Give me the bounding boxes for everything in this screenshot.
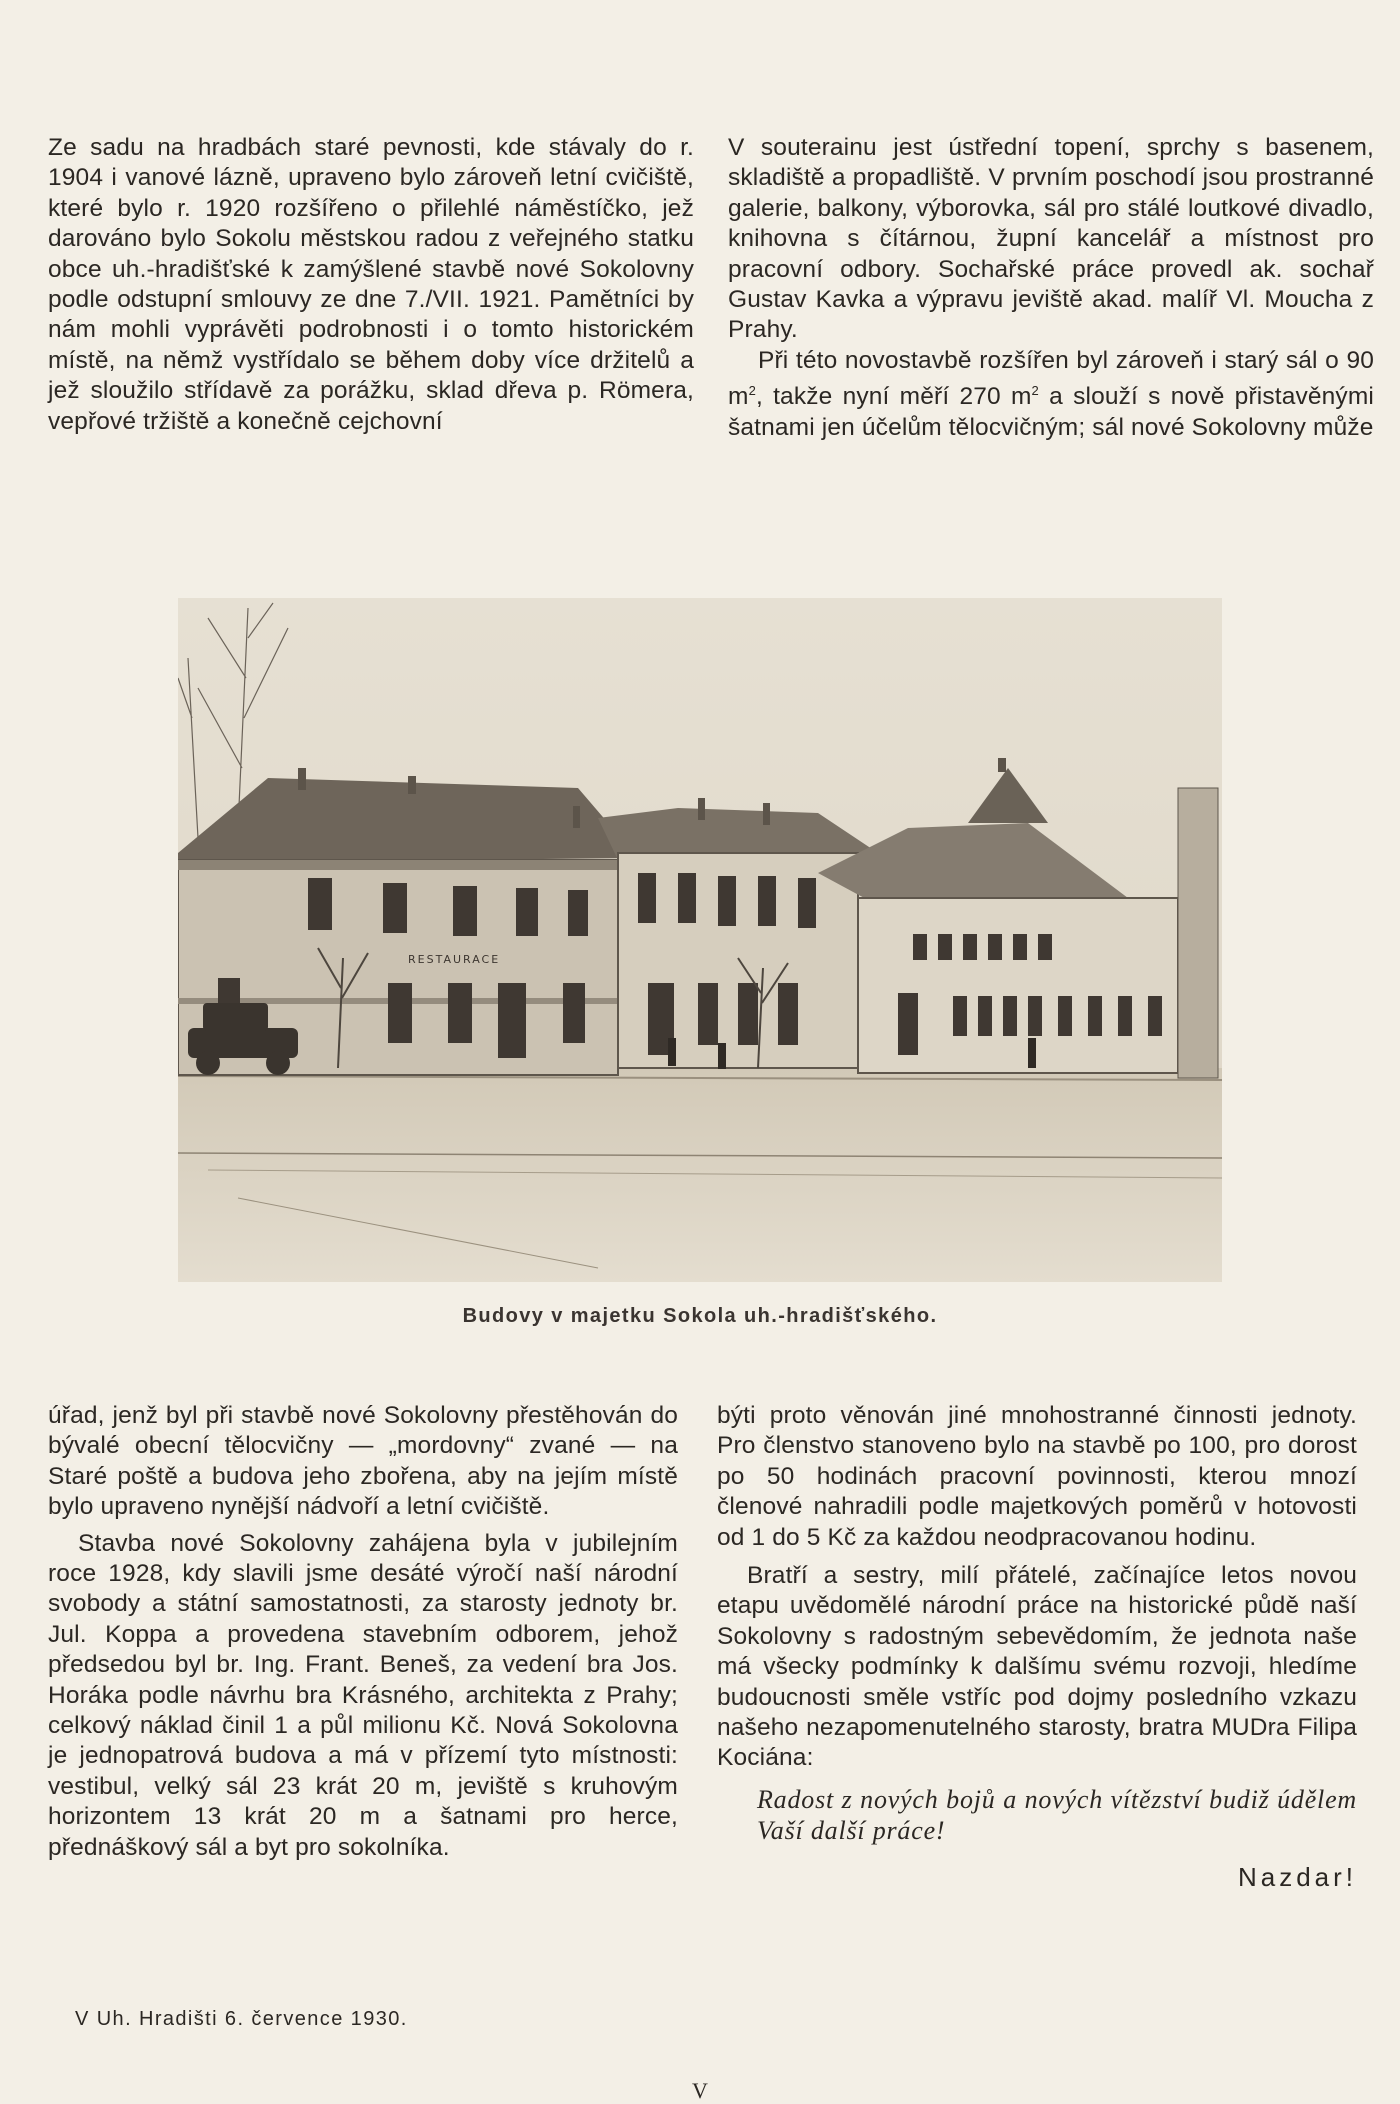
column-top-left: [48, 133, 694, 437]
sokol-buildings-photo: [178, 598, 1222, 1282]
building-middle: [573, 798, 878, 1068]
column-top-right: [728, 133, 1374, 443]
paragraph: [728, 346, 1374, 443]
paragraph: úřad, jenž byl při stavbě nové Sokolovny přestěhován do bývalé obecní tělocvičny — „mordovny“ zvané — na Staré poště a budova jeho zbořena, aby na jejím místě bylo upraveno nynější nádvoří a letní cvičiště.: [48, 1402, 678, 1521]
paragraph: Stavba nové Sokolovny zahájena byla v jubilejním roce 1928, kdy slavili jsme desáté výročí naší národní svobody a státní samostatnosti, za starosty jednoty br. Jul. Koppa a provedena stavebním odborem, jehož předsedou byl br. Ing. Frant. Beneš, za vedení bra Jos. Horáka podle návrhu bra Krásného, architekta z Prahy; celkový náklad činil 1 a půl milionu Kč. Nová Sokolovna je jednopatrová budova a má v přízemí tyto místnosti: vestibul, velký sál 23 krát 20 m, jeviště s kruhovým horizontem 13 krát 20 m a šatnami pro herce, přednáškový sál a byt pro sokolníka.: [48, 1529, 678, 1861]
text-run: , takže nyní měří 270 m: [755, 383, 1032, 411]
motto-quote: Radost z nových bojů a nových vítězství budiž údělem Vaší další práce!: [757, 1784, 1357, 1845]
page-number: V: [692, 2078, 708, 2103]
text-run: a slouží s nově přistavěnými šatnami jen účelům tělocvičným; sál nové Sokolovny může: [728, 383, 1374, 441]
paragraph: Bratří a sestry, milí přátelé, začínajíce letos novou etapu uvědomělé národní práce na historické půdě naší Sokolovny s radostným sebevědomím, že jednota naše má všecky podmínky k dalšímu svému rozvoji, hledíme budoucnosti směle vstříc pod dojmy posledního vzkazu našeho nezapomenutelného starosty, bratra MUDra Filipa Kociána:: [717, 1562, 1357, 1772]
superscript: 2: [748, 383, 756, 399]
buildings-illustration: [178, 598, 1222, 1282]
dateline: V Uh. Hradišti 6. července 1930.: [75, 2008, 408, 2030]
paragraph: býti proto věnován jiné mnohostranné činnosti jednoty. Pro členstvo stanoveno bylo na stavbě po 100, pro dorost po 50 hodinách pracovní povinnosti, kterou mnozí členové nahradili podle majetkových poměrů v hotovosti od 1 do 5 Kč za každou neodpracovanou hodinu.: [717, 1402, 1357, 1551]
paragraph: Ze sadu na hradbách staré pevnosti, kde stávaly do r. 1904 i vanové lázně, upraveno bylo zároveň letní cvičiště, které bylo r. 1920 rozšířeno o přilehlé náměstíčko, jež darováno bylo Sokolu městskou radou z veřejného statku obce uh.-hradišťské k zamýšlené stavbě nové Sokolovny podle odstupní smlouvy ze dne 7./VII. 1921. Pamětníci by nám mohli vyprávěti podrobnosti i o tomto historickém místě, na němž vystřídalo se během doby více držitelů a jež sloužilo střídavě za porážku, sklad dřeva p. Römera, vepřové tržiště a konečně cejchovní: [48, 134, 694, 435]
paragraph: V souterainu jest ústřední topení, sprchy s basenem, skladiště a propadliště. V prvním poschodí jsou prostranné galerie, balkony, výborovka, sál pro stálé loutkové divadlo, knihovna s čítárnou, župní kancelář a místnost pro pracovní odbory. Sochařské práce provedl ak. sochař Gustav Kavka a výpravu jeviště akad. malíř Vl. Moucha z Prahy.: [728, 134, 1374, 344]
closing-salutation: Nazdar!: [1237, 1861, 1357, 1892]
column-bottom-left: [48, 1401, 678, 1863]
superscript: 2: [1031, 383, 1039, 399]
photo-caption: Budovy v majetku Sokola uh.-hradišťského.: [462, 1305, 938, 1327]
column-bottom-right: [717, 1401, 1357, 1892]
restaurant-sign: RESTAURACE: [408, 953, 501, 966]
text-run: Při této novostavbě rozšířen byl zároveň i starý sál o 90 m: [728, 346, 1374, 411]
